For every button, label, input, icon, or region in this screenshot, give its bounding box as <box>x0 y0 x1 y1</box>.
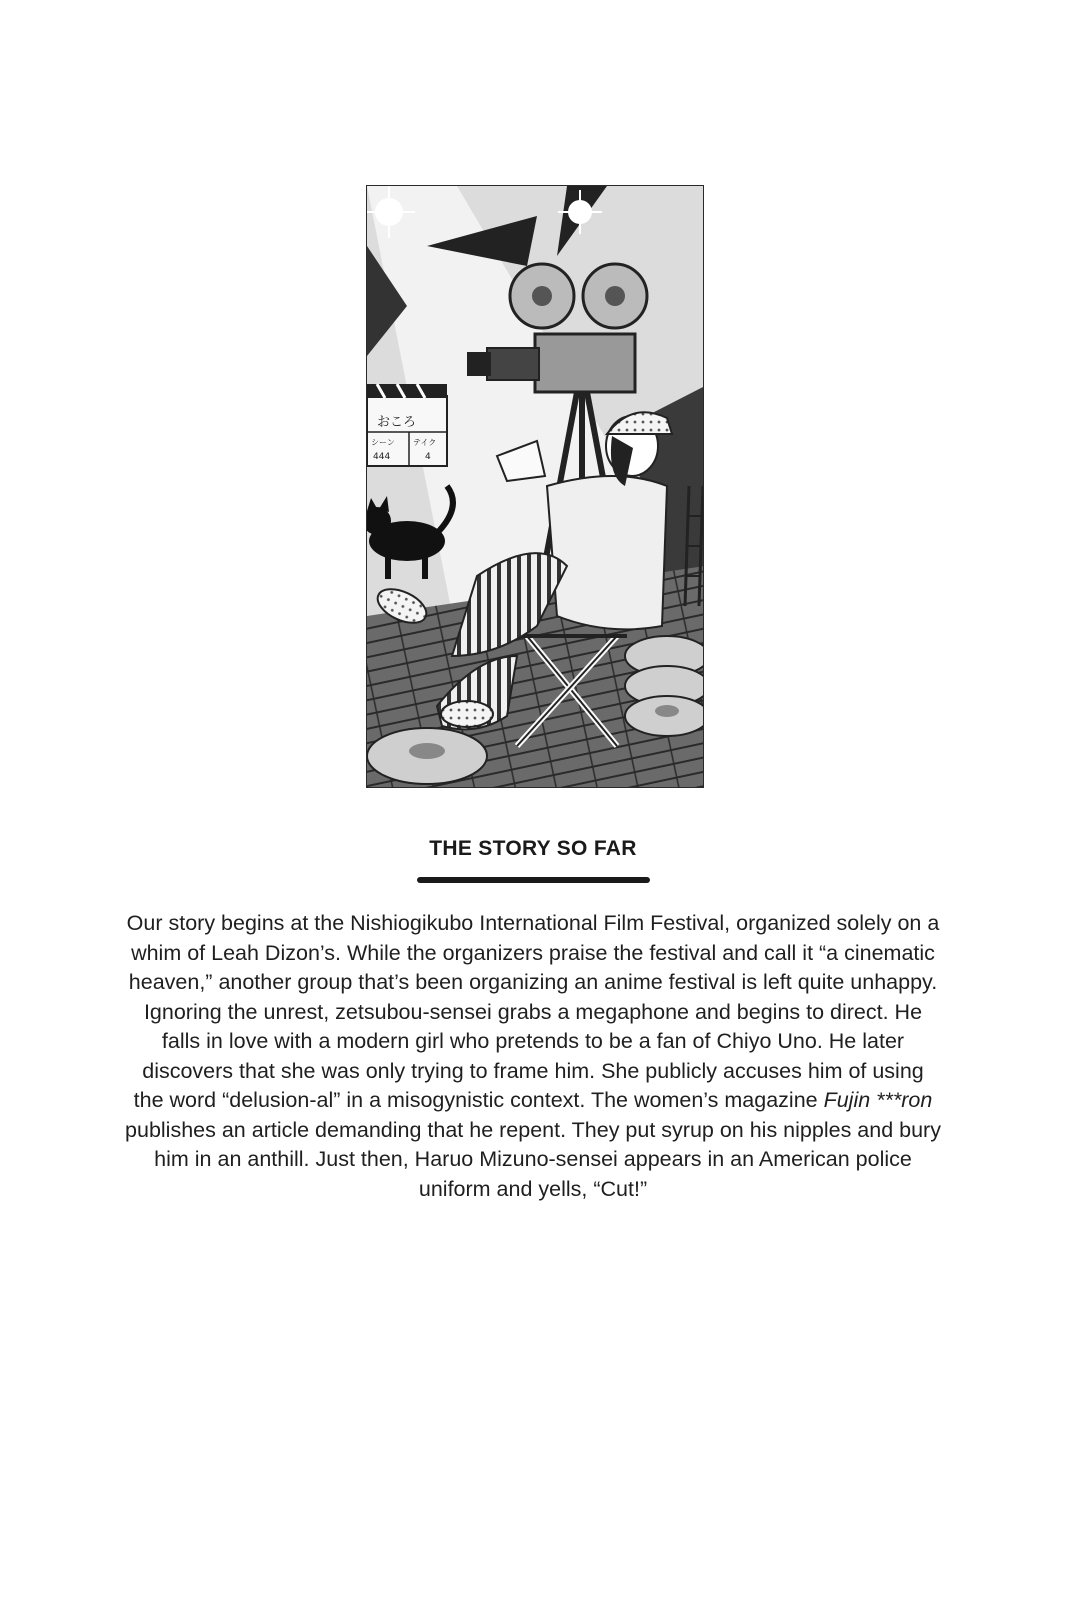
story-text-part-1: Our story begins at the Nishiogikubo International Film Festival, organized solely on a whim of Leah Dizon’s. While the organizers praise the festival and call it “a cinematic heaven,” another group that’s been organizing an anime festival is left quite unhappy. Ignoring the unrest, zetsubou-sensei grabs a megaphone and begins to direct. He falls in love with a modern girl who pretends to be a fan of Chiyo Uno. He later discovers that she was only trying to frame him. She publicly accuses him of using the word “delusion-al” in a misogynistic context. The women’s magazine <box>126 911 940 1112</box>
magazine-title: Fujin ***ron <box>823 1088 933 1112</box>
section-title: THE STORY SO FAR <box>429 837 637 860</box>
slate-title: おころ <box>377 415 417 430</box>
slate-scene-number: 444 <box>373 452 391 462</box>
title-underline <box>417 877 650 883</box>
slate-take-number: 4 <box>425 452 431 462</box>
slate-scene-label: シーン <box>371 438 395 447</box>
story-text-part-2: publishes an article demanding that he repent. They put syrup on his nipples and bury him in an anthill. Just then, Haruo Mizuno-sensei appears in an American police uniform and yells, “Cut!” <box>125 1117 941 1201</box>
slate-take-label: テイク <box>413 438 437 447</box>
clapperboard-icon <box>367 384 447 466</box>
cover-illustration <box>366 185 704 788</box>
story-paragraph <box>125 909 941 1204</box>
film-director-illustration <box>367 186 704 788</box>
story-summary <box>125 909 941 1204</box>
